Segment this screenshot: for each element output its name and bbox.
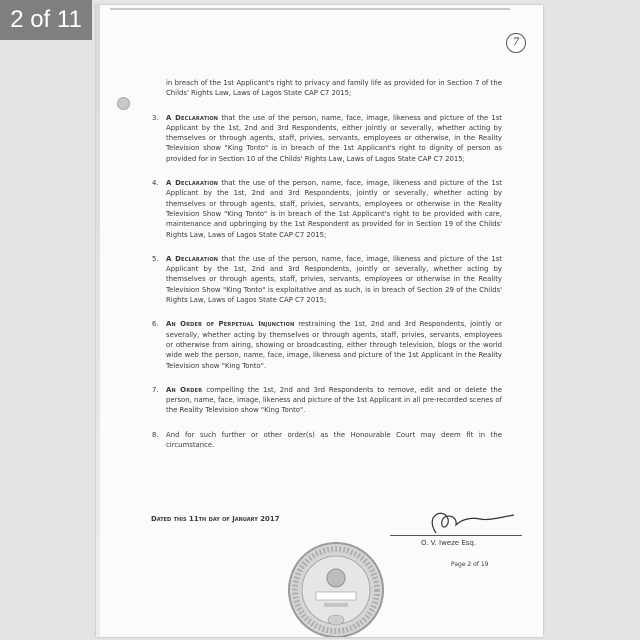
- prayer-body: that the use of the person, name, face, image, likeness and picture of the 1st Applicant by the 1st, 2nd and 3rd Respondents, jointly or severally, whether acting by themselves or through agents, staff, privies, servants, employees or otherwise in the Reality Television Show "King Tonto" is exploitative and as such, is in breach of Section 29 of the Childs' Rights Law, Laws of Lagos State CAP C7 2015;: [166, 254, 502, 305]
- prayer-body: that the use of the person, name, face, image, likeness and picture of the 1st Applicant by the 1st, 2nd and 3rd Respondents, either jointly or severally, whether acting by themselves or through agents, staff, privies, servants, employees or otherwise, in the Reality Television show "King Tonto" is in breach of the 1st Applicant's right to dignity of person as provided for in Section 10 of the Childs' Rights Law, Laws of Lagos State CAP C7 2015;: [166, 113, 502, 163]
- prayer-item: [152, 254, 502, 305]
- prayer-body: And for such further or other order(s) as the Honourable Court may deem fit in the circumstance.: [166, 430, 502, 450]
- lead-paragraph: in breach of the 1st Applicant's right to privacy and family life as provided for in Section 7 of the Childs' Rights Law, Laws of Lagos State CAP C7 2015;: [166, 79, 502, 98]
- page-number: Page 2 of 19: [451, 561, 489, 568]
- prayer-list: [152, 113, 502, 451]
- prayer-item: [152, 178, 502, 240]
- prayer-number: 4.: [152, 179, 159, 188]
- document-body: [152, 78, 502, 464]
- prayer-heading: An Order of Perpetual Injunction: [166, 320, 295, 329]
- prayer-text: [166, 430, 502, 451]
- prayer-text: [166, 178, 502, 240]
- signature-line: [390, 535, 522, 536]
- punch-hole: [117, 97, 130, 110]
- prayer-text: [166, 319, 502, 370]
- prayer-number: 6.: [152, 320, 159, 329]
- document-page: [96, 5, 543, 637]
- dated-line: Dated this 11th day of January 2017: [151, 515, 280, 523]
- signer-name: O. V. Iweze Esq.: [421, 539, 477, 547]
- prayer-heading: A Declaration: [166, 179, 219, 188]
- prayer-text: [166, 385, 502, 416]
- prayer-body: that the use of the person, name, face, image, likeness and picture of the 1st Applicant by the 1st, 2nd and 3rd Respondents, jointly or severally, whether acting by themselves or through agents, staff, privies, servants, employees or otherwise in the Reality Television Show "King Tonto" is in breach of the 1st Applicant's right to be provided with care, maintenance and upbringing by the 1st Respondent as provided for in Section 19 of the Childs' Rights Law, Laws of Lagos State CAP C7 2015;: [166, 179, 502, 239]
- prayer-number: 8.: [152, 430, 159, 439]
- prayer-number: 5.: [152, 254, 159, 263]
- page-counter: 2 of 11: [0, 0, 92, 40]
- prayer-item: [152, 113, 502, 164]
- prayer-heading: A Declaration: [166, 254, 219, 263]
- prayer-item: [152, 319, 502, 370]
- handwritten-page-note: 7: [506, 33, 526, 53]
- prayer-text: [166, 113, 502, 164]
- prayer-number: 7.: [152, 385, 159, 394]
- prayer-heading: A Declaration: [166, 113, 219, 122]
- prayer-text: [166, 254, 502, 305]
- prayer-item: [152, 385, 502, 416]
- scan-edge: [96, 5, 100, 637]
- signature: [414, 505, 524, 537]
- bar-association-seal: [286, 540, 386, 637]
- prayer-body: compelling the 1st, 2nd and 3rd Respondents to remove, edit and or delete the person, name, face, image, likeness and picture of the 1st Applicant in all pre-recorded scenes of the Reality Television show "King Tonto".: [166, 385, 502, 415]
- prayer-heading: An Order: [166, 385, 203, 394]
- prayer-item: [152, 430, 502, 451]
- prayer-number: 3.: [152, 113, 159, 122]
- scan-top-edge: [110, 8, 510, 20]
- prayer-body: restraining the 1st, 2nd and 3rd Respondents, jointly or severally, whether acting by themselves or through agents, staff, privies, servants, employees or otherwise from airing, showing or broadcasting, either through television, blogs or the world wide web the person, name, face, image, likeness and picture of the 1st Applicant in the Reality Television show "King Tonto".: [166, 320, 502, 370]
